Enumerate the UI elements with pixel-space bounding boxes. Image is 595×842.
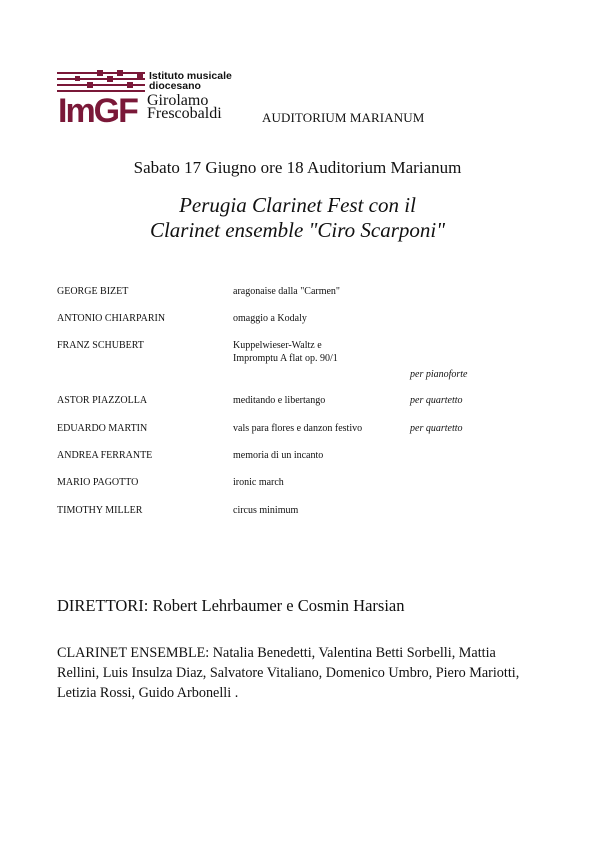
piece-title-line-2: Impromptu A flat op. 90/1 (233, 353, 338, 364)
logo-line-2: diocesano (149, 80, 201, 92)
composer-name: TIMOTHY MILLER (57, 505, 143, 516)
piece-title: meditando e libertango (233, 395, 326, 406)
composer-name: ASTOR PIAZZOLLA (57, 395, 148, 406)
event-date-line: Sabato 17 Giugno ore 18 Auditorium Marianum (133, 158, 462, 177)
ensemble-members: CLARINET ENSEMBLE: Natalia Benedetti, Valentina Betti Sorbelli, Mattia Rellini, Luis Insulza Diaz, Salvatore Vitaliano, Domenico Umbro, Piero Mariotti, Letizia Rossi, Guido Arbonelli . (57, 645, 520, 701)
piece-title: memoria di un incanto (233, 450, 324, 461)
composer-name: ANTONIO CHIARPARIN (57, 313, 166, 324)
event-title-line-2: Clarinet ensemble "Ciro Scarponi" (149, 218, 446, 242)
event-title-line-1: Perugia Clarinet Fest con il (179, 193, 416, 217)
logo-line-3: Girolamo (147, 92, 209, 109)
piece-title: vals para flores e danzon festivo (233, 423, 363, 434)
venue-heading: AUDITORIUM MARIANUM (262, 110, 425, 125)
composer-name: ANDREA FERRANTE (57, 450, 153, 461)
composer-name: MARIO PAGOTTO (57, 477, 139, 488)
piece-note: per quartetto (410, 423, 463, 434)
logo-mark-graphic (57, 70, 149, 125)
piece-title: Kuppelwieser-Waltz e (233, 340, 322, 351)
directors-line: DIRETTORI: Robert Lehrbaumer e Cosmin Harsian (57, 596, 405, 615)
piece-title: aragonaise dalla "Carmen" (233, 286, 341, 297)
piece-note: per quartetto (410, 395, 463, 406)
logo-line-4: Frescobaldi (147, 105, 222, 122)
piece-title: omaggio a Kodaly (233, 313, 307, 324)
institute-logo (57, 70, 247, 125)
composer-name: EDUARDO MARTIN (57, 423, 148, 434)
piece-note: per pianoforte (410, 369, 468, 380)
composer-name: FRANZ SCHUBERT (57, 340, 144, 351)
logo-mark-text: ImGF (58, 92, 137, 125)
logo-line-1: Istituto musicale (149, 70, 232, 82)
piece-title: circus minimum (233, 505, 299, 516)
piece-title: ironic march (233, 477, 284, 488)
composer-name: GEORGE BIZET (57, 286, 129, 297)
